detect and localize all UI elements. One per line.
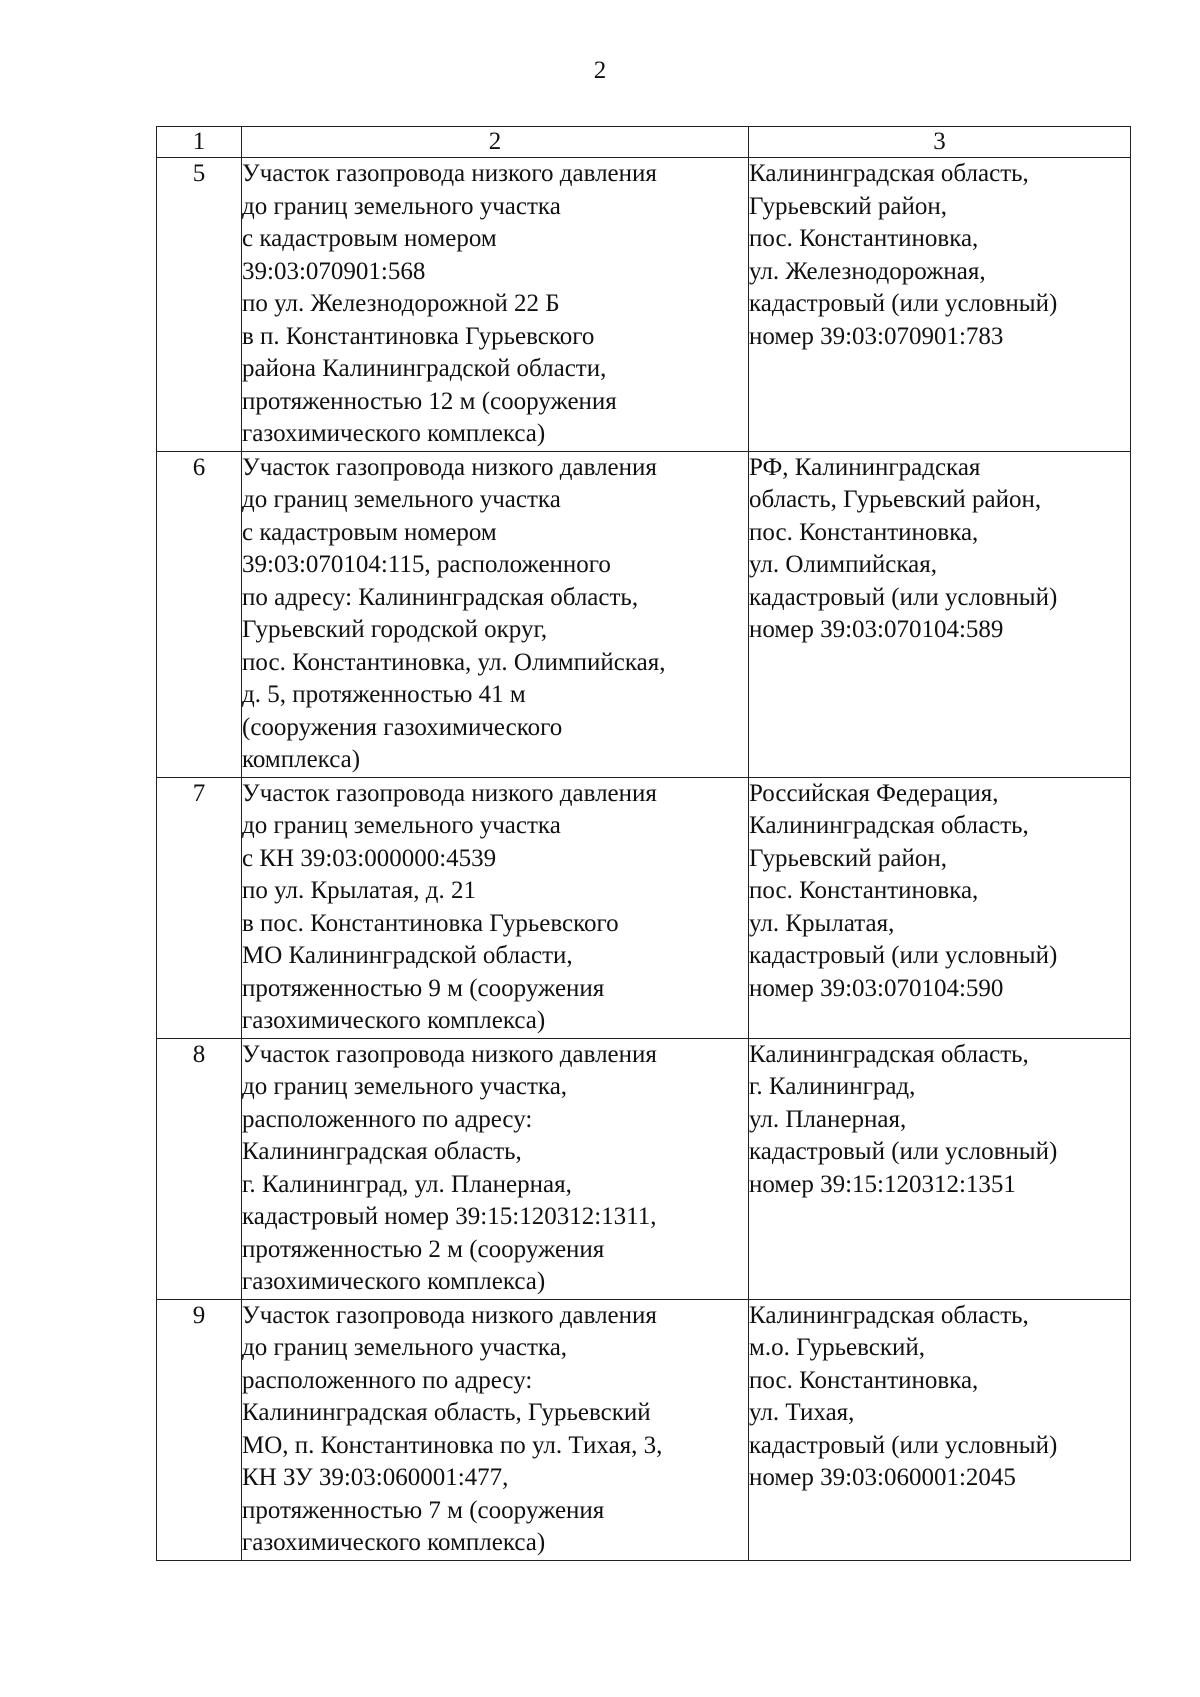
object-address-line: Калининградская область, (749, 1301, 1029, 1329)
object-description-line: до границ земельного участка, (242, 1334, 568, 1361)
object-description-line: д. 5, протяженностью 41 м (242, 681, 526, 708)
object-description-line: Гурьевский городской округ, (242, 616, 548, 643)
object-description-line: газохимического комплекса) (242, 1529, 546, 1556)
column-header-3: 3 (749, 127, 1131, 158)
object-description-line: Участок газопровода низкого давления (242, 160, 657, 187)
table-row (157, 1299, 1131, 1560)
object-description-line: КН ЗУ 39:03:060001:477, (242, 1464, 509, 1491)
object-description-line: Участок газопровода низкого давления (242, 453, 657, 481)
object-description-line: в пос. Константиновка Гурьевского (242, 909, 619, 937)
object-address-line: номер 39:03:070901:783 (749, 322, 1004, 350)
object-description-line: с кадастровым номером (242, 518, 497, 546)
object-description-line: Участок газопровода низкого давления (242, 779, 657, 807)
row-number: 6 (157, 451, 242, 777)
objects-table (156, 126, 1131, 1561)
row-number: 9 (157, 1299, 242, 1560)
table-header-row (157, 127, 1131, 158)
object-address-line: ул. Железнодорожная, (749, 257, 986, 285)
object-description-cell (242, 1038, 749, 1299)
object-address-line: кадастровый (или условный) (749, 583, 1058, 611)
object-description-line: по ул. Железнодорожной 22 Б (242, 290, 560, 317)
object-address-line: номер 39:15:120312:1351 (749, 1170, 1016, 1198)
object-description-line: 39:03:070901:568 (242, 257, 426, 285)
row-number: 8 (157, 1038, 242, 1299)
object-description-line: 39:03:070104:115, расположенного (242, 551, 611, 578)
object-description-line: комплекса) (242, 746, 361, 773)
object-description-line: протяженностью 2 м (сооружения (242, 1235, 605, 1263)
object-description-cell (242, 777, 749, 1038)
object-description-line: протяженностью 7 м (сооружения (242, 1496, 605, 1524)
object-description-line: МО, п. Константиновка по ул. Тихая, 3, (242, 1431, 663, 1459)
object-description-line: газохимического комплекса) (242, 420, 546, 447)
object-description-line: протяженностью 9 м (сооружения (242, 974, 605, 1002)
object-address-cell (749, 1038, 1131, 1299)
object-address-line: область, Гурьевский район, (749, 486, 1042, 513)
object-description-line: расположенного по адресу: (242, 1366, 533, 1394)
object-address-cell (749, 1299, 1131, 1560)
object-address-line: кадастровый (или условный) (749, 1138, 1058, 1165)
object-address-line: ул. Планерная, (749, 1105, 907, 1133)
object-description-cell (242, 158, 749, 452)
object-address-line: ул. Тихая, (749, 1399, 855, 1426)
object-address-line: ул. Олимпийская, (749, 551, 937, 578)
object-address-line: г. Калининград, (749, 1073, 916, 1100)
object-description-line: Калининградская область, (242, 1138, 522, 1165)
object-description-line: района Калининградской области, (242, 355, 607, 382)
object-description-line: по адресу: Калининградская область, (242, 583, 639, 611)
object-description-line: Участок газопровода низкого давления (242, 1301, 657, 1329)
object-address-line: кадастровый (или условный) (749, 1431, 1058, 1459)
object-address-cell (749, 158, 1131, 452)
page-number: 2 (593, 57, 607, 84)
object-address-line: Калининградская область, (749, 812, 1029, 839)
object-description-line: Калининградская область, Гурьевский (242, 1399, 651, 1426)
object-description-line: до границ земельного участка (242, 192, 561, 220)
object-description-line: (сооружения газохимического (242, 713, 563, 741)
object-address-line: пос. Константиновка, (749, 518, 979, 546)
row-number: 7 (157, 777, 242, 1038)
table-row (157, 158, 1131, 452)
column-header-2: 2 (242, 127, 749, 158)
object-description-cell (242, 1299, 749, 1560)
object-address-line: ул. Крылатая, (749, 909, 895, 937)
object-address-line: кадастровый (или условный) (749, 290, 1058, 317)
object-description-line: протяженностью 12 м (сооружения (242, 387, 617, 415)
table-body (157, 158, 1131, 1561)
object-description-line: до границ земельного участка (242, 486, 561, 513)
object-description-line: в п. Константиновка Гурьевского (242, 322, 595, 350)
object-description-line: газохимического комплекса) (242, 1007, 546, 1034)
column-header-1: 1 (157, 127, 242, 158)
object-address-line: кадастровый (или условный) (749, 942, 1058, 969)
object-address-line: РФ, Калининградская (749, 453, 981, 481)
object-description-line: до границ земельного участка (242, 812, 561, 839)
object-address-line: номер 39:03:070104:589 (749, 616, 1004, 643)
table-row (157, 777, 1131, 1038)
object-address-line: пос. Константиновка, (749, 225, 979, 252)
object-address-line: номер 39:03:060001:2045 (749, 1464, 1016, 1491)
object-description-line: пос. Константиновка, ул. Олимпийская, (242, 648, 666, 676)
object-address-line: Калининградская область, (749, 160, 1029, 187)
object-address-cell (749, 777, 1131, 1038)
object-address-line: Калининградская область, (749, 1040, 1029, 1068)
object-description-line: газохимического комплекса) (242, 1268, 546, 1295)
object-description-line: по ул. Крылатая, д. 21 (242, 877, 476, 904)
object-description-cell (242, 451, 749, 777)
object-description-line: с КН 39:03:000000:4539 (242, 844, 497, 872)
object-address-line: м.о. Гурьевский, (749, 1334, 925, 1361)
table-row (157, 451, 1131, 777)
object-description-line: до границ земельного участка, (242, 1073, 568, 1100)
object-address-line: пос. Константиновка, (749, 1366, 979, 1394)
object-description-line: Участок газопровода низкого давления (242, 1040, 657, 1068)
object-description-line: г. Калининград, ул. Планерная, (242, 1170, 572, 1198)
object-description-line: МО Калининградской области, (242, 942, 573, 969)
object-address-line: Гурьевский район, (749, 844, 948, 872)
object-address-line: номер 39:03:070104:590 (749, 974, 1004, 1002)
table-row (157, 1038, 1131, 1299)
object-description-line: с кадастровым номером (242, 225, 497, 252)
object-address-line: Российская Федерация, (749, 779, 999, 807)
row-number: 5 (157, 158, 242, 452)
object-address-line: Гурьевский район, (749, 192, 948, 220)
object-description-line: кадастровый номер 39:15:120312:1311, (242, 1203, 657, 1230)
object-address-line: пос. Константиновка, (749, 877, 979, 904)
object-address-cell (749, 451, 1131, 777)
object-description-line: расположенного по адресу: (242, 1105, 533, 1133)
